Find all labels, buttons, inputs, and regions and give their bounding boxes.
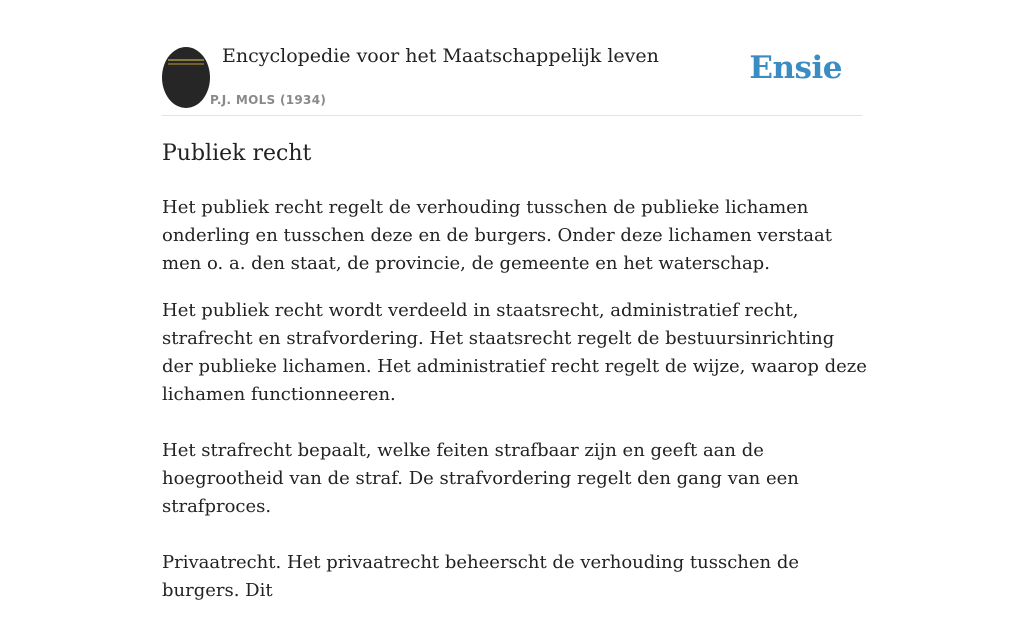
- article-title: Publiek recht: [162, 141, 312, 166]
- article-paragraph: Het publiek recht regelt de verhouding tusschen de publieke lichamen onderling en tusschen deze en de burgers. Onder deze lichamen verstaat men o. a. den staat, de provincie, de gemeente en het waterschap.: [162, 197, 832, 274]
- article-paragraph: Het publiek recht wordt verdeeld in staatsrecht, administratief recht, strafrecht en strafvordering. Het staatsrecht regelt de bestuursinrichting der publieke lichamen. Het administratief recht regelt de wijze, waarop deze lichamen functionneeren.: [162, 300, 867, 405]
- article-content: [162, 138, 867, 624]
- book-title-link[interactable]: Encyclopedie voor het Maatschappelijk leven: [222, 45, 659, 67]
- article-paragraph: Het strafrecht bepaalt, welke feiten strafbaar zijn en geeft aan de hoegrootheid van de straf. De strafvordering regelt den gang van een strafproces.: [162, 440, 799, 517]
- author-label: P.J. MOLS (1934): [210, 93, 327, 107]
- ensie-logo-link[interactable]: Ensie: [749, 50, 842, 86]
- book-cover-image[interactable]: [162, 47, 210, 108]
- article-paragraph: Privaatrecht. Het privaatrecht beheerscht de verhouding tusschen de burgers. Dit: [162, 552, 800, 601]
- page-header: [162, 0, 862, 116]
- cover-lettering: [168, 59, 204, 61]
